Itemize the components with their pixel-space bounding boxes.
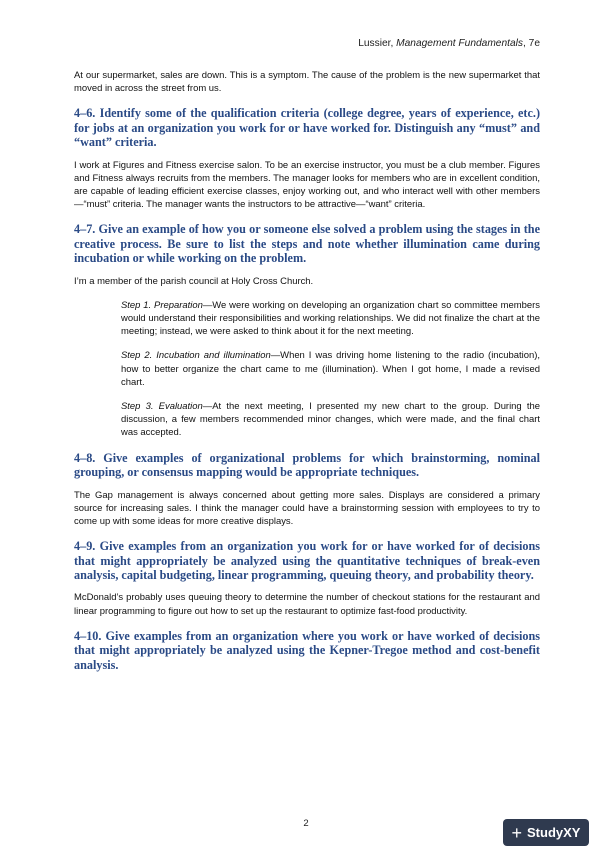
answer-4-9: McDonald’s probably uses queuing theory to determine the number of checkout stations for the restaurant and linear programming to figure out how to set up the restaurant to optimize fast-food productivity. xyxy=(74,592,540,617)
header-author: Lussier, xyxy=(358,38,397,49)
plus-icon: + xyxy=(511,822,523,843)
answer-4-6: I work at Figures and Fitness exercise salon. To be an exercise instructor, you must be a club member. Figures and Fitness always recruits from the members. The manager looks for members who are in excellent condition, are capable of leading efficient exercise classes, enjoy working out, and who interact well with other members—“must” criteria. The manager wants the instructors to be attractive—“want” criteria. xyxy=(74,159,540,211)
step-3-lead: Step 3. Evaluation xyxy=(121,401,203,413)
document-body xyxy=(74,69,540,681)
running-header xyxy=(358,38,540,49)
question-4-6: 4–6. Identify some of the qualification criteria (college degree, years of experience, etc.) for jobs at an organization you work for or have worked for. Distinguish any “must” and “want” criteria. xyxy=(74,106,540,150)
answer-4-7-intro: I’m a member of the parish council at Holy Cross Church. xyxy=(74,275,314,287)
header-book-title: Management Fundamentals xyxy=(396,38,523,49)
step-1 xyxy=(121,299,540,339)
step-2-lead: Step 2. Incubation and illumination xyxy=(121,350,271,362)
page-number: 2 xyxy=(303,818,309,829)
step-2-text: —When I was driving home listening to the radio (incubation), how to better organize the chart came to me (illumination). When I got home, I made a revised chart. xyxy=(121,350,540,388)
step-3-text: —At the next meeting, I presented my new chart to the group. During the discussion, a few members recommended minor changes, which were made, and the final chart was accepted. xyxy=(121,401,540,439)
answer-4-8: The Gap management is always concerned about getting more sales. Displays are considered a primary source for increasing sales. I think the manager could have a brainstorming session with employees to try to come up with some ideas for more creative displays. xyxy=(74,489,540,527)
answer-paragraph: At our supermarket, sales are down. This is a symptom. The cause of the problem is the new supermarket that moved in across the street from us. xyxy=(74,70,540,95)
studyxy-logo[interactable] xyxy=(503,819,589,846)
step-1-lead: Step 1. Preparation xyxy=(121,299,203,311)
logo-text: StudyXY xyxy=(527,825,581,840)
question-4-10: 4–10. Give examples from an organization where you work or have worked of decisions that might appropriately be analyzed using the Kepner-Tregoe method and cost-benefit analysis. xyxy=(74,628,540,672)
question-4-9: 4–9. Give examples from an organization you work for or have worked for of decisions that might appropriately be analyzed using the quantitative techniques of break-even analysis, capital budgeting, linear programming, queuing theory, and probability theory. xyxy=(74,539,540,582)
question-4-8: 4–8. Give examples of organizational problems for which brainstorming, nominal grouping, or consensus mapping would be appropriate techniques. xyxy=(74,450,540,480)
question-4-7: 4–7. Give an example of how you or someone else solved a problem using the stages in the creative process. Be sure to list the steps and note whether illumination came during incubation or while working on the problem. xyxy=(74,222,540,266)
header-edition: , 7e xyxy=(523,38,540,49)
step-2 xyxy=(121,349,540,389)
step-3 xyxy=(121,400,540,440)
step-1-text: —We were working on developing an organization chart so committee members would understand their responsibilities and working relationships. We did not finalize the chart at the meeting; instead, we were asked to think about it for the next meeting. xyxy=(121,299,540,338)
